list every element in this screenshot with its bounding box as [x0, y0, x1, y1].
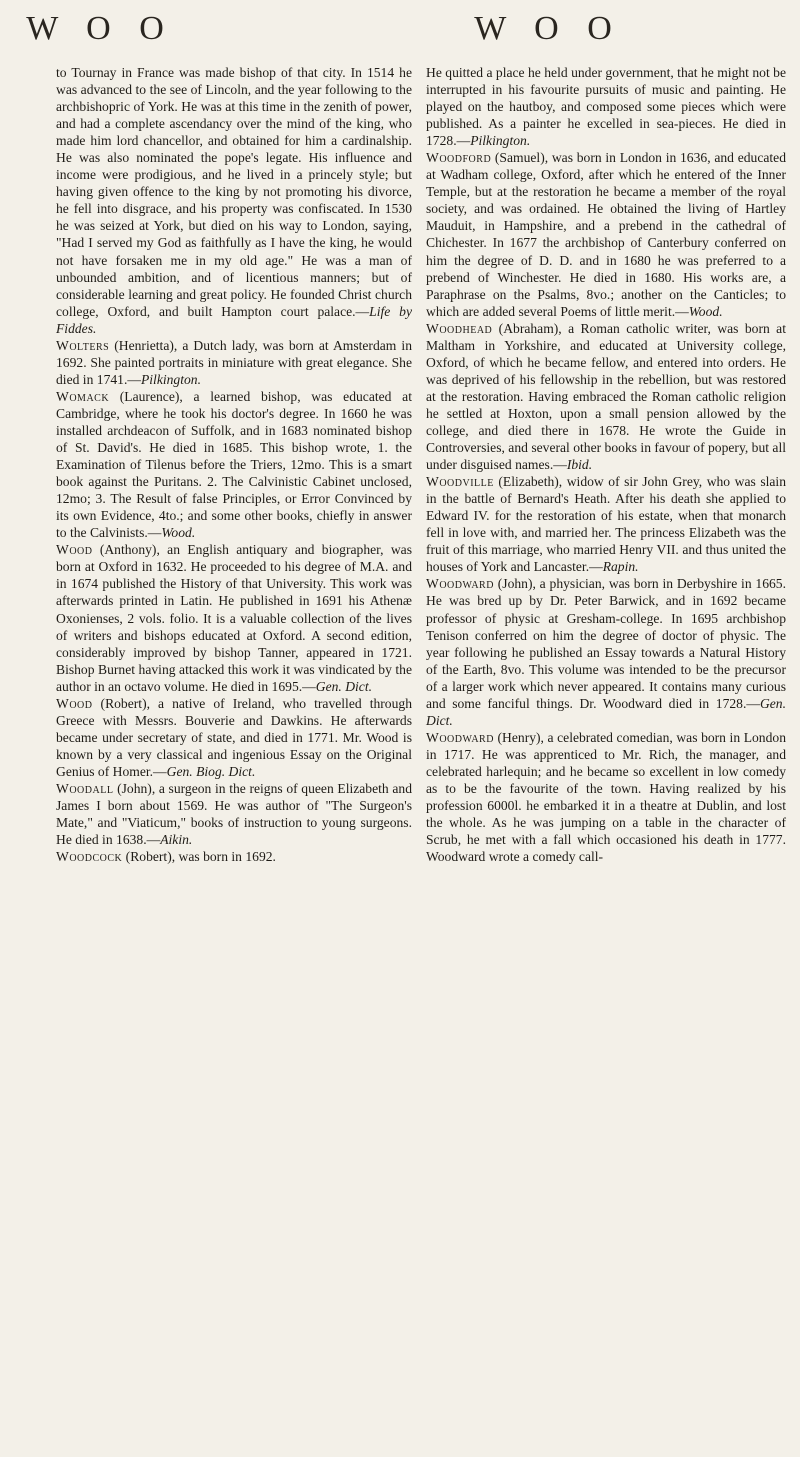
- entry-headword: Woodford: [426, 150, 492, 166]
- entry-headword: Woodhead: [426, 320, 493, 336]
- entry-text: (Robert), was born in 1692.: [122, 849, 276, 865]
- entry-text: (Henry), a celebrated comedian, was born in London in 1717. He was apprenticed to Mr. Rich, the manager, and celebrated harlequin; and he became so excellent in low comedy as to be the favourite of the town. Having realized by his profession 6000l. he embarked it in a theatre at Dublin, and lost the whole. As he was jumping on a table in the character of Scrub, he met with a fall which occasioned his death in 1777. Woodward wrote a comedy call-: [426, 729, 786, 865]
- entry-headword: Womack: [56, 388, 110, 404]
- left-column: [56, 64, 412, 865]
- biography-entry: [426, 729, 786, 865]
- entry-source: Pilkington.: [140, 371, 201, 387]
- entry-text: (Samuel), was born in London in 1636, and educated at Wadham college, Oxford, after which he entered of the Inner Temple, but at the restoration he became a member of the royal society, and was ordained. He obtained the living of Hartley Mauduit, in Hampshire, and a prebend in the cathedral of Chichester. In 1677 the archbishop of Canterbury conferred on him the degree of D. D. and in 1680 he was preferred to a prebend of Winchester. He died in 1680. His works are, a Paraphrase on the Psalms, 8vo.; another on the Canticles; to which are added several Poems of little merit.—: [426, 150, 786, 319]
- entry-headword: Woodward: [426, 729, 494, 745]
- entry-headword: Wolters: [56, 337, 110, 353]
- biography-entry: [56, 695, 412, 780]
- right-column: [426, 64, 786, 865]
- entry-source: Gen. Dict.: [315, 678, 372, 694]
- entry-source: Ibid.: [566, 457, 593, 473]
- entry-source: Gen. Dict.: [426, 695, 786, 728]
- biography-entry: [56, 541, 412, 694]
- running-header-left: W O O: [26, 10, 174, 47]
- entry-source: Gen. Biog. Dict.: [166, 763, 256, 779]
- entry-source: Life by Fiddes.: [56, 303, 412, 336]
- entry-source: Wood.: [688, 303, 723, 319]
- entry-text: to Tournay in France was made bishop of that city. In 1514 he was advanced to the see of Lincoln, and the year following to the archbishopric of York. He was at this time in the zenith of power, and had a complete ascendancy over the mind of the king, who made him lord chancellor, and obtained for him a cardinalship. He was also nominated the pope's legate. His influence and income were prodigious, and he lived in a princely style; but having given offence to the king by not promoting his divorce, he fell into disgrace, and his property was confiscated. In 1530 he was seized at York, but died on his way to London, saying, "Had I served my God as faithfully as I have the king, he would not have forsaken me in my old age." He was a man of unbounded ambition, and of licentious manners; but of considerable learning and great policy. He founded Christ church college, Oxford, and built Hampton court palace.—: [56, 65, 412, 319]
- entry-headword: Wood: [56, 542, 93, 558]
- entry-headword: Woodall: [56, 780, 114, 796]
- entry-text: (John), a surgeon in the reigns of queen Elizabeth and James I born about 1569. He was author of "The Surgeon's Mate," and "Viaticum," books of instruction to young surgeons. He died in 1638.—: [56, 780, 412, 848]
- biography-entry: [426, 575, 786, 728]
- biography-entry: [56, 388, 412, 541]
- entry-source: Pilkington.: [470, 133, 531, 149]
- biography-entry: [426, 473, 786, 575]
- biography-entry: [56, 64, 412, 337]
- biography-entry: [426, 320, 786, 473]
- entry-text: (Anthony), an English antiquary and biographer, was born at Oxford in 1632. He proceeded to his degree of M.A. and in 1674 published the History of that University. This work was afterwards printed in Latin. He published in 1691 his Athenæ Oxonienses, 2 vols. folio. It is a valuable collection of the lives of writers and bishops educated at Oxford. A second edition, considerably improved by bishop Tanner, appeared in 1721. Bishop Burnet having attacked this work it was vindicated by the author in an octavo volume. He died in 1695.—: [56, 542, 412, 694]
- entry-source: Aikin.: [160, 832, 193, 848]
- entry-text: (Abraham), a Roman catholic writer, was born at Maltham in Yorkshire, and educated at University college, Oxford, of which he became fellow, and entered into orders. He was deprived of his fellowship in the rebellion, but was restored at the restoration. Having embraced the Roman catholic religion he settled at Hoxton, upon a small pension allowed by the college, and died there in 1678. He wrote the Guide in Controversies, and several other books in favour of popery, but all under disguised names.—: [426, 320, 787, 473]
- running-header-right: W O O: [474, 10, 622, 47]
- biography-entry: [56, 848, 412, 865]
- entry-text: (Robert), a native of Ireland, who travelled through Greece with Messrs. Bouverie and Dawkins. He afterwards became under secretary of state, and died in 1771. Mr. Wood is known by a very classical and ingenious Essay on the Original Genius of Homer.—: [56, 695, 412, 779]
- biography-entry: [426, 149, 786, 319]
- entry-text: (Henrietta), a Dutch lady, was born at Amsterdam in 1692. She painted portraits in miniature with great elegance. She died in 1741.—: [56, 337, 412, 387]
- entry-source: Rapin.: [602, 559, 639, 575]
- biography-entry: [56, 337, 412, 388]
- entry-text: (Elizabeth), widow of sir John Grey, who was slain in the battle of Bernard's Heath. After his death she applied to Edward IV. for the restoration of his estate, when that monarch fell in love with, and married her. The princess Elizabeth was the fruit of this marriage, who married Henry VII. and thus united the houses of York and Lancaster.—: [426, 474, 786, 575]
- entry-headword: Woodward: [426, 576, 494, 592]
- entry-source: Wood.: [161, 525, 196, 541]
- entry-headword: Woodcock: [56, 849, 123, 865]
- entry-text: (Laurence), a learned bishop, was educated at Cambridge, where he took his doctor's degree. In 1660 he was installed archdeacon of Suffolk, and in 1683 nominated bishop of St. David's. He died in 1685. This bishop wrote, 1. the Examination of Tilenus before the Triers, 12mo. This is a smart book against the Puritans. 2. The Calvinistic Cabinet unclosed, 12mo; 3. The Result of false Principles, or Error Convinced by its own Evidence, 4to.; and some other books, chiefly in answer to the Calvinists.—: [56, 388, 412, 541]
- entry-headword: Wood: [56, 695, 93, 711]
- entry-headword: Woodville: [426, 474, 494, 490]
- entry-text: (John), a physician, was born in Derbyshire in 1665. He was bred up by Dr. Peter Barwick, and in 1692 became professor of physic at Gresham-college. In 1695 archbishop Tenison conferred on him the degree of doctor of physic. The year following he published an Essay towards a Natural History of the Earth, 8vo. This volume was intended to be the precursor of a larger work which never appeared. It contains many curious and some fanciful things. Dr. Woodward died in 1728.—: [426, 576, 786, 711]
- biography-entry: [56, 780, 412, 848]
- entry-text: He quitted a place he held under government, that he might not be interrupted in his favourite pursuits of music and painting. He played on the hautboy, and composed some pieces which were published. As a painter he excelled in sea-pieces. He died in 1728.—: [426, 65, 786, 149]
- biography-entry: [426, 64, 786, 149]
